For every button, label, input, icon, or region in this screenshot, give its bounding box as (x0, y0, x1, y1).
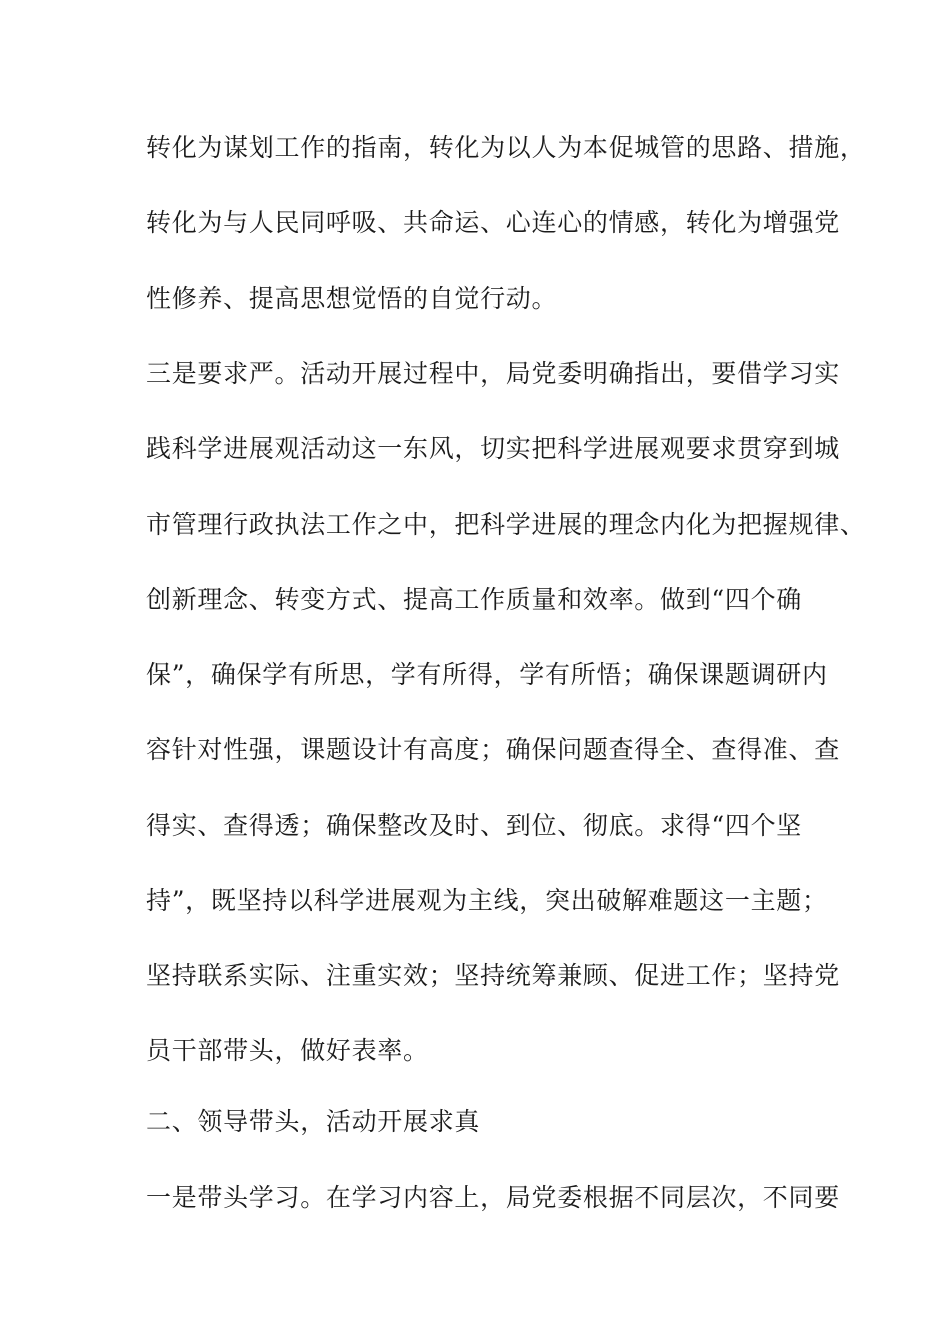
text-line: 一是带头学习。在学习内容上，局党委根据不同层次，不同要 (146, 1183, 840, 1212)
text-line: 践科学进展观活动这一东风，切实把科学进展观要求贯穿到城 (146, 434, 840, 463)
text-line: 创新理念、转变方式、提高工作质量和效率。做到“四个确 (146, 585, 802, 614)
text-line: 性修养、提高思想觉悟的自觉行动。 (146, 284, 558, 313)
text-line: 市管理行政执法工作之中，把科学进展的理念内化为把握规律、 (146, 510, 866, 539)
text-line: 得实、查得透；确保整改及时、到位、彻底。求得“四个坚 (146, 811, 802, 840)
text-line: 持”，既坚持以科学进展观为主线，突出破解难题这一主题； (146, 886, 828, 915)
text-line: 员干部带头，做好表率。 (146, 1036, 429, 1065)
text-line: 三是要求严。活动开展过程中，局党委明确指出，要借学习实 (146, 359, 840, 388)
text-line: 容针对性强，课题设计有高度；确保问题查得全、查得准、查 (146, 735, 840, 764)
text-line: 保”，确保学有所思，学有所得，学有所悟；确保课题调研内 (146, 660, 828, 689)
text-line: 转化为谋划工作的指南，转化为以人为本促城管的思路、措施， (146, 133, 866, 162)
text-line: 转化为与人民同呼吸、共命运、心连心的情感，转化为增强党 (146, 208, 840, 237)
section-heading: 二、领导带头，活动开展求真 (146, 1107, 481, 1136)
text-line: 坚持联系实际、注重实效；坚持统筹兼顾、促进工作；坚持党 (146, 961, 840, 990)
